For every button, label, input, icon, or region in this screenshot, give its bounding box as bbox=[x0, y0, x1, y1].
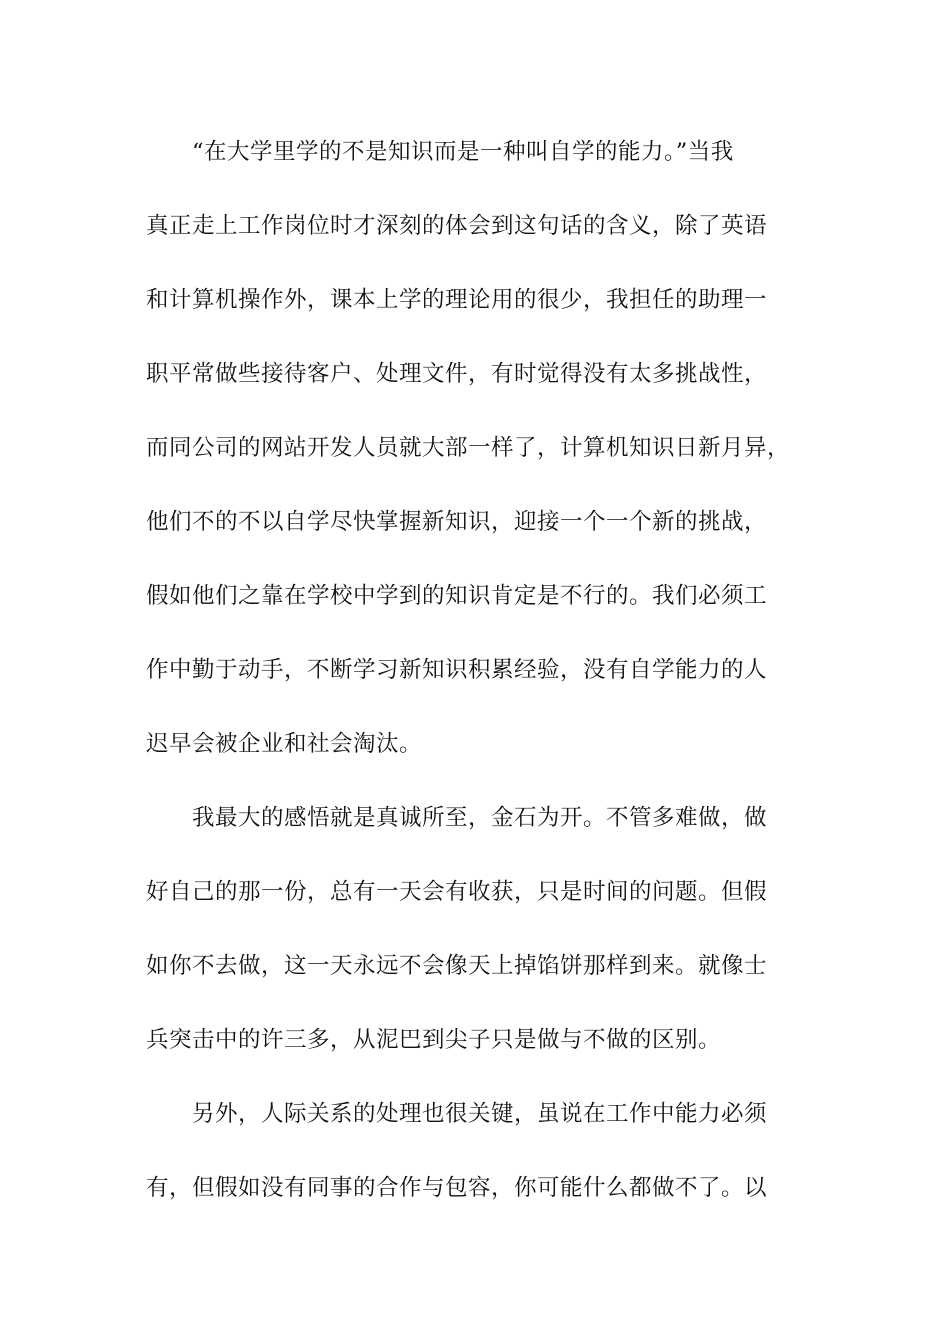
paragraph-2-line-1: 我最大的感悟就是真诚所至，金石为开。不管多难做，做 bbox=[192, 805, 768, 831]
paragraph-1-line-5: 而同公司的网站开发人员就大部一样了，计算机知识日新月异， bbox=[146, 435, 791, 461]
paragraph-2-line-4: 兵突击中的许三多，从泥巴到尖子只是做与不做的区别。 bbox=[146, 1027, 722, 1053]
paragraph-1-line-9: 迟早会被企业和社会淘汰。 bbox=[146, 731, 423, 757]
paragraph-1-line-2: 真正走上工作岗位时才深刻的体会到这句话的含义，除了英语 bbox=[146, 213, 768, 239]
paragraph-1-line-3: 和计算机操作外，课本上学的理论用的很少，我担任的助理一 bbox=[146, 287, 768, 313]
paragraph-1-line-6: 他们不的不以自学尽快掌握新知识，迎接一个一个新的挑战， bbox=[146, 509, 768, 535]
paragraph-3-line-2: 有，但假如没有同事的合作与包容，你可能什么都做不了。以 bbox=[146, 1175, 768, 1201]
paragraph-1-line-7: 假如他们之靠在学校中学到的知识肯定是不行的。我们必须工 bbox=[146, 583, 768, 609]
paragraph-2-line-3: 如你不去做，这一天永远不会像天上掉馅饼那样到来。就像士 bbox=[146, 953, 768, 979]
body-text bbox=[146, 132, 836, 1242]
paragraph-3-line-1: 另外，人际关系的处理也很关键，虽说在工作中能力必须 bbox=[192, 1101, 768, 1127]
paragraph-1-line-1: “在大学里学的不是知识而是一种叫自学的能力。”当我 bbox=[192, 139, 734, 165]
paragraph-2-line-2: 好自己的那一份，总有一天会有收获，只是时间的问题。但假 bbox=[146, 879, 768, 905]
paragraph-1-line-4: 职平常做些接待客户、处理文件，有时觉得没有太多挑战性， bbox=[146, 361, 768, 387]
paragraph-1-line-8: 作中勤于动手，不断学习新知识积累经验，没有自学能力的人 bbox=[146, 657, 768, 683]
